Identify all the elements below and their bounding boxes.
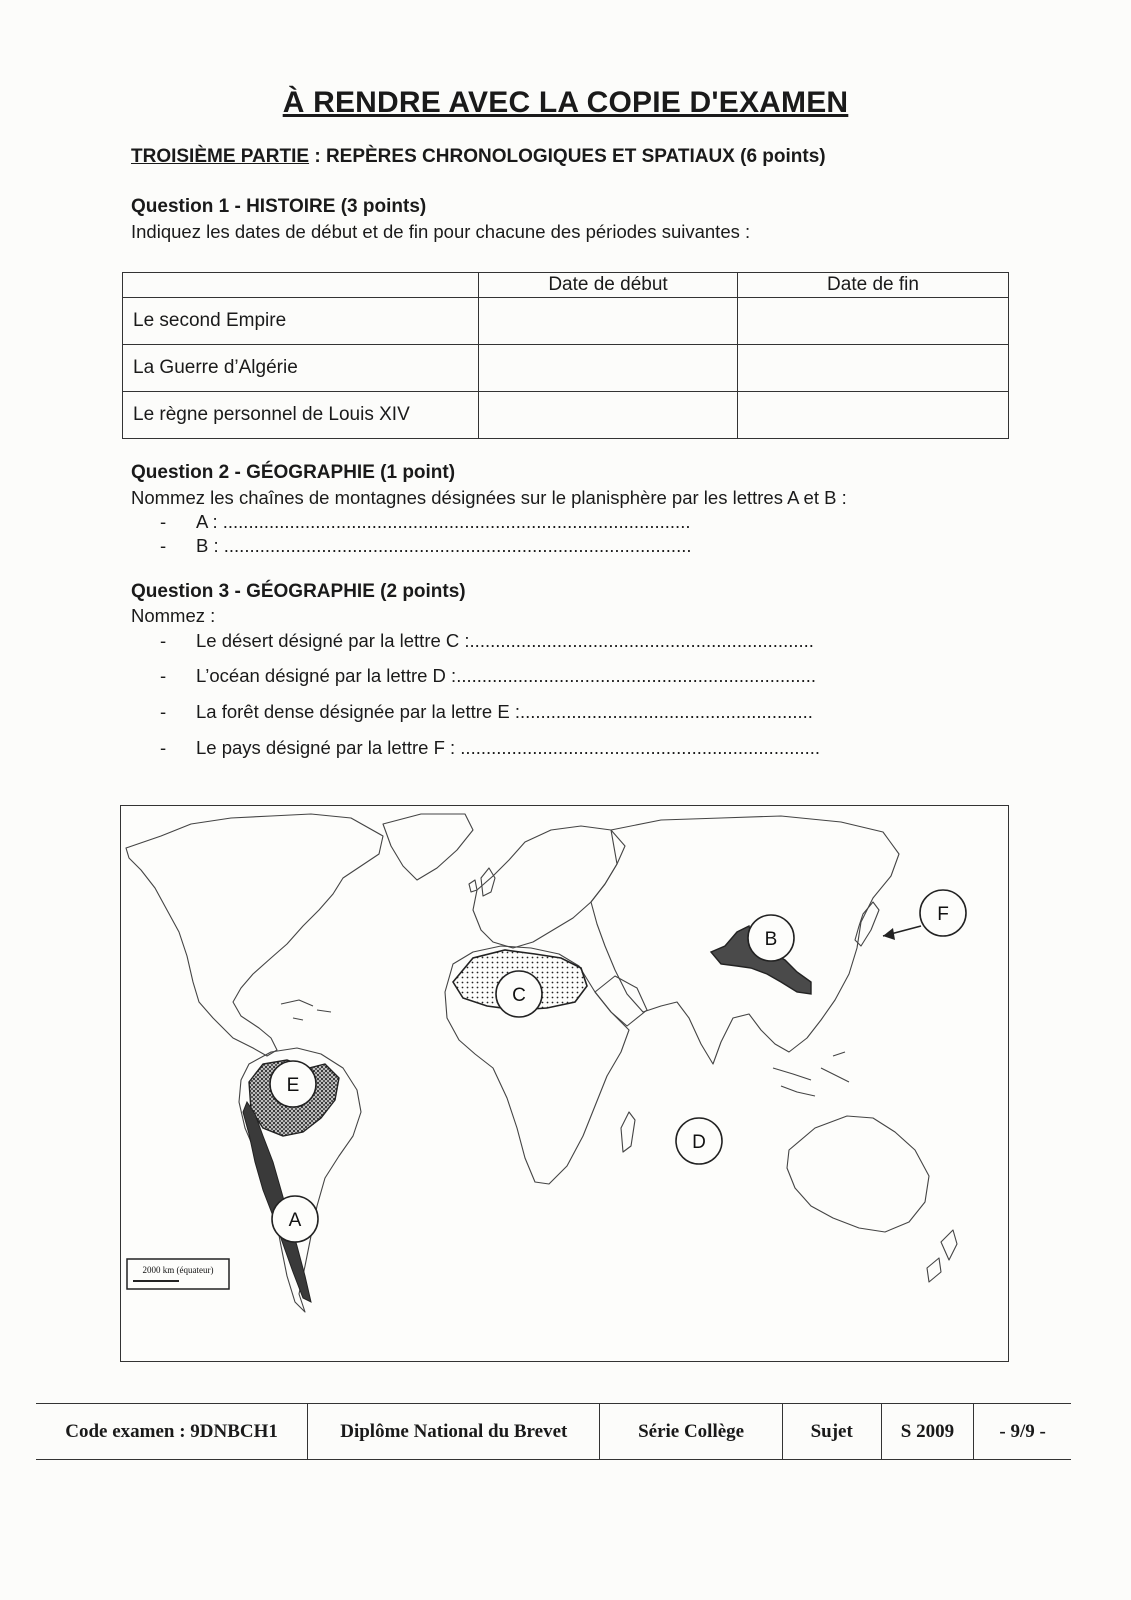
caribbean-islands (281, 1000, 331, 1020)
label-f: F (937, 904, 949, 925)
q3-instructions: Nommez : (131, 605, 216, 626)
scale-text: 2000 km (équateur) (142, 1265, 214, 1275)
q3-title: Question 3 - GÉOGRAPHIE (2 points) (131, 581, 466, 602)
header-cell-start-date: Date de début (479, 273, 738, 298)
label-a: A (288, 1210, 302, 1231)
end-date-answer-cell[interactable] (738, 345, 1009, 392)
q3-answer-line-c[interactable]: - Le désert désigné par la lettre C :................................................................... (160, 630, 814, 651)
q3-answer-line-e[interactable]: - La forêt dense désignée par la lettre E :......................................................... (160, 701, 813, 722)
period-name: La Guerre d’Algérie (123, 345, 479, 392)
part-subtitle: : REPÈRES CHRONOLOGIQUES ET SPATIAUX (6 points) (309, 146, 826, 167)
label-e: E (286, 1075, 300, 1096)
period-name: Le second Empire (123, 298, 479, 345)
q1-instructions: Indiquez les dates de début et de fin pour chacune des périodes suivantes : (131, 221, 751, 242)
periods-table (122, 272, 1009, 439)
arabian-peninsula (595, 976, 647, 1026)
q3-line-e-text: La forêt dense désignée par la lettre E :......................................................... (196, 701, 813, 722)
q2-instructions: Nommez les chaînes de montagnes désignées sur le planisphère par les lettres A et B : (131, 487, 847, 508)
table-row (123, 345, 1009, 392)
start-date-answer-cell[interactable] (479, 298, 738, 345)
greenland-landmass (383, 814, 473, 880)
table-row (123, 298, 1009, 345)
start-date-answer-cell[interactable] (479, 345, 738, 392)
q3-answer-line-f[interactable]: - Le pays désigné par la lettre F : ...................................................................... (160, 737, 821, 758)
q3-line-f-text: Le pays désigné par la lettre F : ...................................................................... (196, 737, 821, 758)
table-header-row (123, 273, 1009, 298)
madagascar-island (621, 1112, 635, 1152)
footer-series: Série Collège (600, 1404, 782, 1459)
footer-diploma: Diplôme National du Brevet (308, 1404, 600, 1459)
footer-session: S 2009 (882, 1404, 975, 1459)
label-b: B (764, 929, 778, 950)
q2-title: Question 2 - GÉOGRAPHIE (1 point) (131, 462, 456, 483)
footer-exam-code: Code examen : 9DNBCH1 (36, 1404, 308, 1459)
page-title: À RENDRE AVEC LA COPIE D'EXAMEN (282, 86, 849, 119)
table-row (123, 392, 1009, 439)
part-heading (131, 146, 826, 168)
q3-line-c-text: Le désert désigné par la lettre C :................................................................... (196, 630, 814, 651)
australia-landmass (787, 1116, 929, 1232)
new-zealand-islands (927, 1230, 957, 1282)
q2-line-b-text: B : ........................................................................................... (196, 535, 692, 556)
q2-line-a-text: A : ........................................................................................... (196, 511, 691, 532)
q2-answer-line-b[interactable]: - B : ........................................................................................... (160, 535, 692, 556)
q2-answer-line-a[interactable]: - A : ........................................................................................... (160, 511, 691, 532)
part-label: TROISIÈME PARTIE (131, 146, 310, 167)
end-date-answer-cell[interactable] (738, 298, 1009, 345)
footer-subject: Sujet (783, 1404, 882, 1459)
footer-bar (36, 1403, 1071, 1460)
north-america-landmass (126, 814, 383, 1056)
label-d: D (692, 1132, 706, 1153)
period-name: Le règne personnel de Louis XIV (123, 392, 479, 439)
start-date-answer-cell[interactable] (479, 392, 738, 439)
footer-page-number: - 9/9 - (999, 1420, 1046, 1442)
southeast-asia-islands (773, 1052, 849, 1096)
british-isles (469, 868, 495, 896)
end-date-answer-cell[interactable] (738, 392, 1009, 439)
header-cell-end-date: Date de fin (738, 273, 1009, 298)
world-map (120, 805, 1009, 1362)
arrow-head-icon (883, 928, 895, 940)
q1-title: Question 1 - HISTOIRE (3 points) (131, 196, 427, 217)
q3-answer-line-d[interactable]: - L’océan désigné par la lettre D :...................................................................... (160, 665, 816, 686)
header-cell-blank (123, 273, 479, 298)
label-c: C (512, 985, 526, 1006)
q3-line-d-text: L’océan désigné par la lettre D :...................................................................... (196, 665, 816, 686)
